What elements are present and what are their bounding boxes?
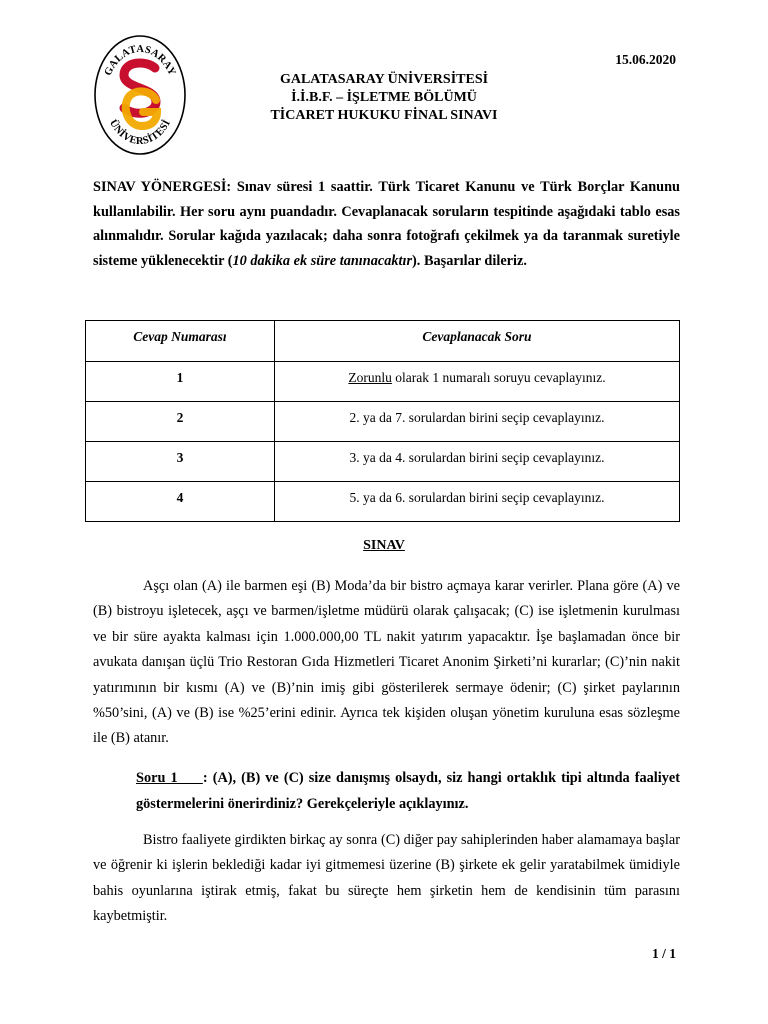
header-university: GALATASARAY ÜNİVERSİTESİ [279,72,489,87]
table-header [86,321,275,362]
university-logo [94,34,186,156]
table-cell-question: 3. ya da 4. sorulardan birini seçip cevaplayınız. [275,442,680,482]
instructions-label: SINAV YÖNERGESİ: [93,179,232,195]
table-cell-question: 2. ya da 7. sorulardan birini seçip cevaplayınız. [275,402,680,442]
table-row [86,402,680,442]
table-cell-number: 3 [86,442,275,482]
document-header [200,71,568,125]
page-number: 1 / 1 [651,946,676,961]
section-title: SINAV [363,538,405,553]
table-header-question: Cevaplanacak Soru [422,329,532,344]
question-1-label: Soru 1 [136,770,203,786]
question-1-text: : (A), (B) ve (C) size danışmış olsaydı, siz hangi ortaklık tipi altında faaliyet göstermelerini önerirdiniz? Gerekçeleriyle açıklayınız. [136,770,681,812]
table-header-answer-number: Cevap Numarası [133,329,227,344]
table-cell-number: 4 [86,482,275,522]
table-row [86,442,680,482]
logo-top-text: GALATASARAY [102,43,178,78]
case-paragraph-2: Bistro faaliyete girdikten birkaç ay sonra (C) diğer pay sahiplerinden haber alamamaya başlar ve öğrenir ki işlerin beklediği kadar iyi gitmemesi üzerine (B) şirkete ek gelir yaratabilmek ümidiyle bahis oyunlarına iştirak etmiş, fakat bu süreçte hem şirketin hem de kendisinin tüm parasını kaybetmiştir. [93,832,680,925]
table-cell-number: 2 [86,402,275,442]
logo-bottom-text: ÜNİVERSİTESİ [106,118,173,148]
table-header-row [86,321,680,362]
question-1 [136,765,680,817]
exam-instructions [93,175,680,273]
case-paragraph-1: Aşçı olan (A) ile barmen eşi (B) Moda’da bir bistro açmaya karar verirler. Plana göre (A) ve (B) bistroyu işletecek, aşçı ve barmen/işletme müdürü olarak çalışacak; (C) ise işletmenin kurulması ve bir süre ayakta kalması için 1.000.000,00 TL nakit yatırım yapacaktır. İşe başlamadan önce bir avukata danışan üçlü Trio Restoran Gıda Hizmetleri Ticaret Anonim Şirketi’ni kurarlar; (C)’nin nakit yatırımının bir kısmı (A) ve (B)’nin imiş gibi gösterilerek sermaye ödenir; (C) şirket paylarının %50’sini, (A) ve (B) ise %25’erini edinir. Ayrıca tek kişiden oluşan yönetim kuruluna esas sözleşme ile (B) atanır. [93,578,680,747]
header-department: İ.İ.B.F. – İŞLETME BÖLÜMÜ [291,90,477,105]
answer-table [85,320,680,522]
instructions-tail: ). Başarılar dileriz. [412,252,527,269]
table-row [86,362,680,402]
table-header [275,321,680,362]
instructions-extra-time: 10 dakika ek süre tanınacaktır [232,252,413,269]
exam-date: 15.06.2020 [615,52,676,67]
table-cell-question: Zorunlu olarak 1 numaralı soruyu cevaplayınız. [275,362,680,402]
table-row [86,482,680,522]
table-cell-question: 5. ya da 6. sorulardan birini seçip cevaplayınız. [275,482,680,522]
mandatory-word: Zorunlu [348,370,392,385]
header-exam-title: TİCARET HUKUKU FİNAL SINAVI [270,108,498,123]
instructions-text: Sınav süresi 1 saattir. Türk Ticaret Kanunu ve Türk Borçlar Kanunu kullanılabilir. Her soru aynı puandadır. Cevaplanacak soruların tespitinde aşağıdaki tablo esas alınmalıdır. Sorular kağıda yazılacak; daha sonra fotoğrafı çekilmek ya da taranmak suretiyle sisteme yüklenecektir ( [93,179,681,269]
table-cell-number: 1 [86,362,275,402]
